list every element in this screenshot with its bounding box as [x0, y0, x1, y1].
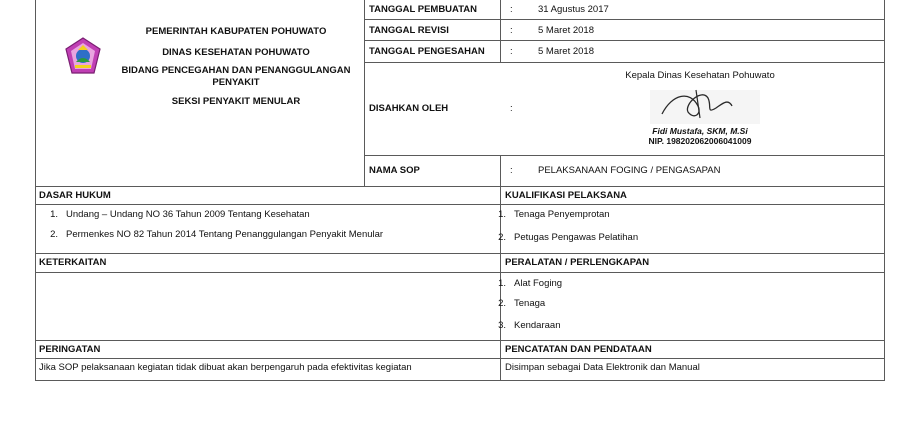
recording-text: Disimpan sebagai Data Elektronik dan Manual — [505, 362, 700, 373]
made-date-colon: : — [510, 4, 513, 15]
section-name: SEKSI PENYAKIT MENULAR — [171, 96, 301, 107]
recording-title: PENCATATAN DAN PENDATAAN — [505, 344, 652, 355]
warning-text: Jika SOP pelaksanaan kegiatan tidak dibuat akan berpengaruh pada efektivitas kegiatan — [39, 362, 412, 373]
approver-name: Fidi Mustafa, SKM, M.Si — [652, 126, 748, 136]
sop-name-label: NAMA SOP — [369, 165, 420, 176]
equipment-title: PERALATAN / PERLENGKAPAN — [505, 257, 650, 268]
approved-by-label: DISAHKAN OLEH — [369, 103, 449, 114]
government-name: PEMERINTAH KABUPATEN POHUWATO — [145, 26, 327, 37]
approved-by-colon: : — [510, 103, 513, 114]
list-item: 2. Petugas Pengawas Pelatihan — [498, 232, 639, 243]
ratified-date-value: 5 Maret 2018 — [538, 46, 594, 57]
organization-header — [36, 0, 364, 186]
list-item: 1. Alat Foging — [498, 278, 563, 289]
ratified-date-label: TANGGAL PENGESAHAN — [369, 46, 485, 57]
made-date-value: 31 Agustus 2017 — [538, 4, 609, 15]
pohuwato-emblem-icon — [63, 36, 103, 76]
revised-date-label: TANGGAL REVISI — [369, 25, 449, 36]
revised-date-colon: : — [510, 25, 513, 36]
department-name: DINAS KESEHATAN POHUWATO — [162, 47, 310, 58]
list-item: 1. Tenaga Penyemprotan — [498, 209, 610, 220]
legal-basis-title: DASAR HUKUM — [39, 190, 111, 201]
linkage-title: KETERKAITAN — [39, 257, 107, 268]
warning-title: PERINGATAN — [39, 344, 101, 355]
approver-nip: NIP. 198202062006041009 — [648, 136, 752, 146]
list-item: 2. Tenaga — [498, 298, 546, 309]
sop-name-colon: : — [510, 165, 513, 176]
ratified-date-colon: : — [510, 46, 513, 57]
approver-title: Kepala Dinas Kesehatan Pohuwato — [625, 70, 775, 81]
signature-icon — [650, 84, 760, 126]
made-date-label: TANGGAL PEMBUATAN — [369, 4, 478, 15]
list-item: 3. Kendaraan — [498, 320, 561, 331]
qualification-title: KUALIFIKASI PELAKSANA — [505, 190, 627, 201]
field-name-line1: BIDANG PENCEGAHAN DAN PENANGGULANGAN — [121, 65, 351, 76]
list-item: 2. Permenkes NO 82 Tahun 2014 Tentang Penanggulangan Penyakit Menular — [50, 229, 384, 240]
sop-name-value: PELAKSANAAN FOGING / PENGASAPAN — [538, 165, 721, 176]
revised-date-value: 5 Maret 2018 — [538, 25, 594, 36]
field-name-line2: PENYAKIT — [212, 77, 260, 88]
list-item: 1. Undang – Undang NO 36 Tahun 2009 Tentang Kesehatan — [50, 209, 310, 220]
